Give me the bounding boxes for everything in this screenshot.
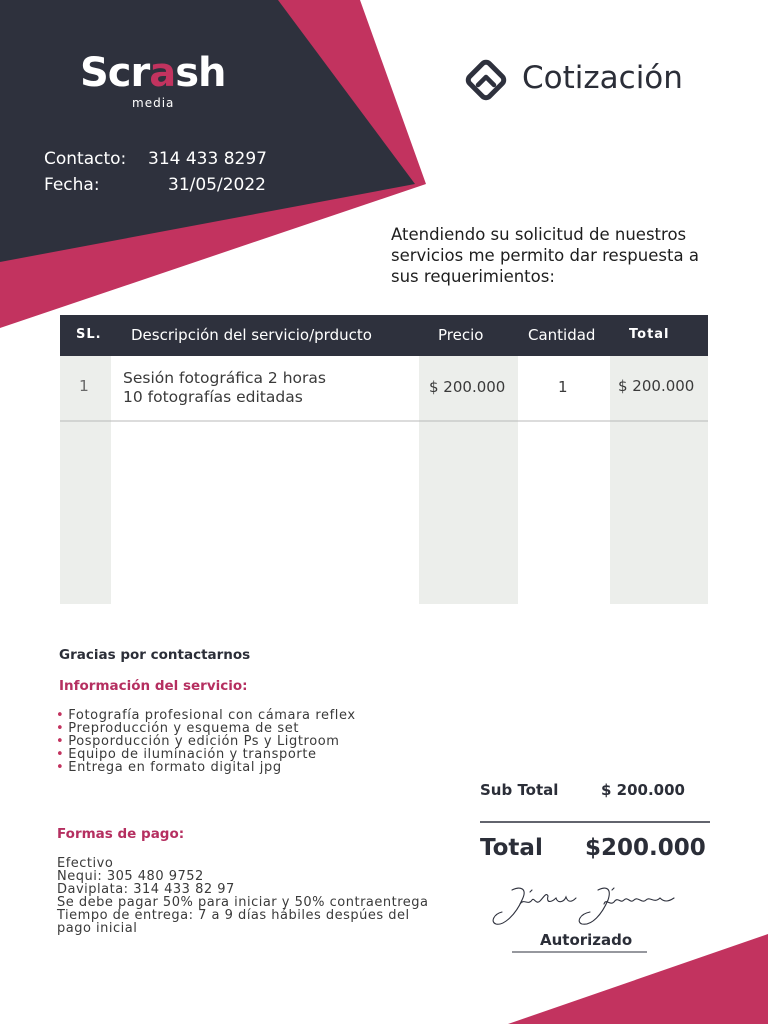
table-header-description: Descripción del servicio/prducto (131, 326, 372, 344)
date-label: Fecha: (44, 175, 100, 195)
brand-subtitle: media (132, 96, 175, 110)
brand-logo: Scrash (80, 50, 226, 96)
document-title: Cotización (522, 60, 683, 96)
intro-paragraph: Atendiendo su solicitud de nuestros servicios me permito dar respuesta a sus requerimientos: (391, 225, 699, 286)
list-item: • Posporducción y edición Ps y Ligtroom (56, 734, 340, 749)
total-label: Total (480, 835, 543, 861)
diamond-chevron-icon (466, 60, 506, 100)
table-header-price: Precio (438, 326, 484, 344)
signature-image (493, 888, 674, 924)
total-value: $200.000 (585, 835, 706, 861)
payment-line: Tiempo de entrega: 7 a 9 días hábiles despúes del (57, 908, 410, 923)
contact-value: 314 433 8297 (148, 149, 267, 169)
subtotal-value: $ 200.000 (601, 781, 685, 799)
service-info-heading: Información del servicio: (59, 678, 248, 694)
row-description-line1: Sesión fotográfica 2 horas (123, 369, 326, 387)
payment-line: Efectivo (57, 856, 114, 871)
row-price: $ 200.000 (429, 378, 506, 396)
list-item: • Equipo de iluminación y transporte (56, 747, 317, 762)
payment-line: Nequi: 305 480 9752 (57, 869, 204, 884)
authorized-label: Autorizado (540, 931, 633, 949)
payment-line: Daviplata: 314 433 82 97 (57, 882, 235, 897)
row-quantity: 1 (558, 378, 568, 396)
date-value: 31/05/2022 (168, 175, 266, 195)
row-sl: 1 (79, 377, 89, 395)
list-item: • Fotografía profesional con cámara reflex (56, 708, 356, 723)
contact-label: Contacto: (44, 149, 127, 169)
list-item: • Entrega en formato digital jpg (56, 760, 282, 775)
payment-line: Se debe pagar 50% para iniciar y 50% contraentrega (57, 895, 429, 910)
subtotal-label: Sub Total (480, 781, 559, 799)
table-header-total: Total (629, 327, 670, 342)
payment-details (57, 857, 429, 935)
service-info-list (56, 709, 356, 774)
payment-line: pago inicial (57, 921, 138, 936)
table-header-sl: SL. (76, 327, 102, 342)
row-description-line2: 10 fotografías editadas (123, 388, 303, 406)
row-total: $ 200.000 (618, 377, 695, 395)
payment-heading: Formas de pago: (57, 826, 185, 842)
thanks-heading: Gracias por contactarnos (59, 647, 251, 663)
table-header-quantity: Cantidad (528, 326, 596, 344)
list-item: • Preproducción y esquema de set (56, 721, 300, 736)
